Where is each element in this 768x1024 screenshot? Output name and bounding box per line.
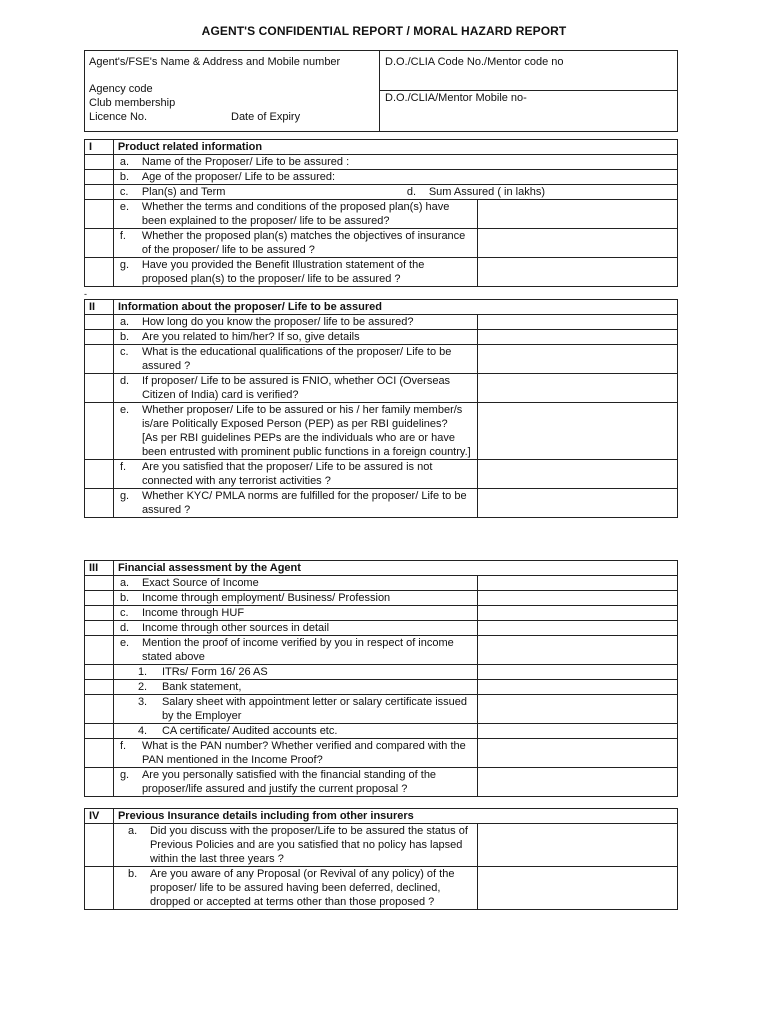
answer-cell[interactable]: [477, 867, 677, 910]
section-2-row-e: [113, 403, 477, 460]
section-3-row-e4: [113, 724, 477, 739]
item-text: Whether proposer/ Life to be assured or his / her family member/s is/are Politically Exposed Person (PEP) as per RBI guidelines? [As per RBI guidelines PEPs are the individuals who are or have been entrusted with prominent public functions in a foreign country.]: [141, 404, 471, 458]
section-1-row-c: [113, 185, 677, 200]
section-1-title: Product related information: [113, 140, 677, 155]
section-4-title: Previous Insurance details including from other insurers: [113, 809, 677, 824]
licence-label: Licence No.: [89, 111, 148, 123]
item-label: c.: [119, 607, 129, 619]
section-3-title: Financial assessment by the Agent: [113, 561, 677, 576]
section-3-row-e3: [113, 695, 477, 724]
section-3-row-e2: [113, 680, 477, 695]
do-code-label: D.O./CLIA Code No./Mentor code no: [380, 51, 677, 91]
item-label: e.: [119, 404, 130, 416]
section-1-row-b: [113, 170, 677, 185]
item-label: g.: [119, 259, 130, 271]
item-text: If proposer/ Life to be assured is FNIO, whether OCI (Overseas Citizen of India) card is verified?: [141, 375, 451, 401]
section-1-row-f: [113, 229, 477, 258]
item-label: g.: [119, 769, 130, 781]
section-3-row-g: [113, 768, 477, 797]
section-2-row-g: [113, 489, 477, 518]
section-3-row-d: [113, 621, 477, 636]
item-text: How long do you know the proposer/ life to be assured?: [141, 316, 414, 328]
section-3-row-e1: [113, 665, 477, 680]
item-label: a.: [119, 156, 130, 168]
section-1-row-a: [113, 155, 677, 170]
item-label: 2.: [137, 681, 148, 693]
item-text: Plan(s) and Term: [141, 186, 226, 198]
answer-cell[interactable]: [477, 724, 677, 739]
item-text: Sum Assured ( in lakhs): [428, 186, 545, 198]
section-4-row-a: [113, 824, 477, 867]
section-1-table: [84, 139, 678, 287]
answer-cell[interactable]: [477, 606, 677, 621]
item-label: 1.: [137, 666, 148, 678]
item-label: a.: [119, 577, 130, 589]
item-label: a.: [119, 316, 130, 328]
item-text: Are you satisfied that the proposer/ Life to be assured is not connected with any terrorist activities ?: [141, 461, 433, 487]
stray-mark: -: [84, 289, 87, 299]
section-2-row-d: [113, 374, 477, 403]
expiry-label: Date of Expiry: [231, 111, 301, 123]
section-3-number: III: [85, 561, 114, 576]
section-3-row-f: [113, 739, 477, 768]
agent-info-cell: [85, 51, 380, 132]
section-3-row-a: [113, 576, 477, 591]
item-label: d.: [406, 186, 417, 198]
item-label: c.: [119, 186, 129, 198]
answer-cell[interactable]: [477, 345, 677, 374]
section-3-table: [84, 560, 678, 797]
item-label: b.: [119, 171, 130, 183]
agent-name-label: Agent's/FSE's Name & Address and Mobile number: [89, 56, 341, 68]
section-2-row-c: [113, 345, 477, 374]
item-text: Income through HUF: [141, 607, 245, 619]
item-text: Have you provided the Benefit Illustration statement of the proposed plan(s) to the proposer/ life to be assured ?: [141, 259, 425, 285]
item-label: g.: [119, 490, 130, 502]
section-2-row-a: [113, 315, 477, 330]
item-text: Whether the proposed plan(s) matches the objectives of insurance of the proposer/ life to be assured ?: [141, 230, 466, 256]
section-2-title: Information about the proposer/ Life to be assured: [113, 300, 677, 315]
item-label: b.: [127, 868, 138, 880]
page-title: AGENT'S CONFIDENTIAL REPORT / MORAL HAZARD REPORT: [201, 24, 567, 38]
answer-cell[interactable]: [477, 229, 677, 258]
item-label: d.: [119, 375, 130, 387]
item-text: ITRs/ Form 16/ 26 AS: [161, 666, 268, 678]
item-label: 3.: [137, 696, 148, 708]
answer-cell[interactable]: [477, 576, 677, 591]
answer-cell[interactable]: [477, 460, 677, 489]
section-4-table: [84, 808, 678, 910]
answer-cell[interactable]: [477, 636, 677, 665]
item-label: b.: [119, 331, 130, 343]
answer-cell[interactable]: [477, 695, 677, 724]
item-text: CA certificate/ Audited accounts etc.: [161, 725, 338, 737]
item-text: Mention the proof of income verified by you in respect of income stated above: [141, 637, 454, 663]
item-label: b.: [119, 592, 130, 604]
item-text: Exact Source of Income: [141, 577, 259, 589]
item-label: f.: [119, 230, 126, 242]
answer-cell[interactable]: [477, 591, 677, 606]
item-label: f.: [119, 461, 127, 473]
answer-cell[interactable]: [477, 768, 677, 797]
item-label: c.: [119, 346, 129, 358]
item-label: e.: [119, 201, 130, 213]
item-label: a.: [127, 825, 138, 837]
item-label: 4.: [137, 725, 148, 737]
answer-cell[interactable]: [477, 315, 677, 330]
item-text: Bank statement,: [161, 681, 242, 693]
answer-cell[interactable]: [477, 330, 677, 345]
club-membership-label: Club membership: [89, 97, 176, 109]
item-text: Whether KYC/ PMLA norms are fulfilled for the proposer/ Life to be assured ?: [141, 490, 467, 516]
item-text: Are you personally satisfied with the financial standing of the proposer/life assured and justify the current proposal ?: [141, 769, 437, 795]
answer-cell[interactable]: [477, 200, 677, 229]
answer-cell[interactable]: [477, 680, 677, 695]
item-text: Whether the terms and conditions of the proposed plan(s) have been explained to the proposer/ life to be assured?: [141, 201, 450, 227]
item-text: Income through employment/ Business/ Profession: [141, 592, 391, 604]
agent-details-table: [84, 50, 678, 132]
answer-cell[interactable]: [477, 621, 677, 636]
answer-cell[interactable]: [477, 665, 677, 680]
section-4-row-b: [113, 867, 477, 910]
section-2-row-f: [113, 460, 477, 489]
answer-cell[interactable]: [477, 374, 677, 403]
item-text: What is the educational qualifications of the proposer/ Life to be assured ?: [141, 346, 452, 372]
answer-cell[interactable]: [477, 489, 677, 518]
answer-cell[interactable]: [477, 824, 677, 867]
section-1-row-g: [113, 258, 477, 287]
item-text: Are you aware of any Proposal (or Revival of any policy) of the proposer/ life to be assured having been deferred, declined, dropped or accepted at terms other than those proposed ?: [149, 868, 455, 908]
section-2-number: II: [85, 300, 114, 315]
section-3-row-e: [113, 636, 477, 665]
section-4-number: IV: [85, 809, 114, 824]
item-label: f.: [119, 740, 127, 752]
item-text: Income through other sources in detail: [141, 622, 330, 634]
do-info-cell: [380, 51, 678, 132]
section-1-row-e: [113, 200, 477, 229]
section-1-number: I: [85, 140, 114, 155]
item-text: Name of the Proposer/ Life to be assured :: [141, 156, 350, 168]
section-3-row-b: [113, 591, 477, 606]
item-label: e.: [119, 637, 130, 649]
answer-cell[interactable]: [477, 403, 677, 460]
do-mobile-label: D.O./CLIA/Mentor Mobile no-: [385, 92, 527, 104]
item-text: Are you related to him/her? If so, give details: [141, 331, 360, 343]
section-2-table: [84, 299, 678, 518]
answer-cell[interactable]: [477, 258, 677, 287]
section-2-row-b: [113, 330, 477, 345]
item-text: What is the PAN number? Whether verified and compared with the PAN mentioned in the Income Proof?: [141, 740, 466, 766]
agency-code-label: Agency code: [89, 83, 153, 95]
answer-cell[interactable]: [477, 739, 677, 768]
item-text: Age of the proposer/ Life to be assured:: [141, 171, 336, 183]
item-text: Did you discuss with the proposer/Life to be assured the status of Previous Policies and are you satisfied that no policy has lapsed within the last three years ?: [149, 825, 468, 865]
item-label: d.: [119, 622, 130, 634]
item-text: Salary sheet with appointment letter or salary certificate issued by the Employer: [161, 696, 468, 722]
section-3-row-c: [113, 606, 477, 621]
